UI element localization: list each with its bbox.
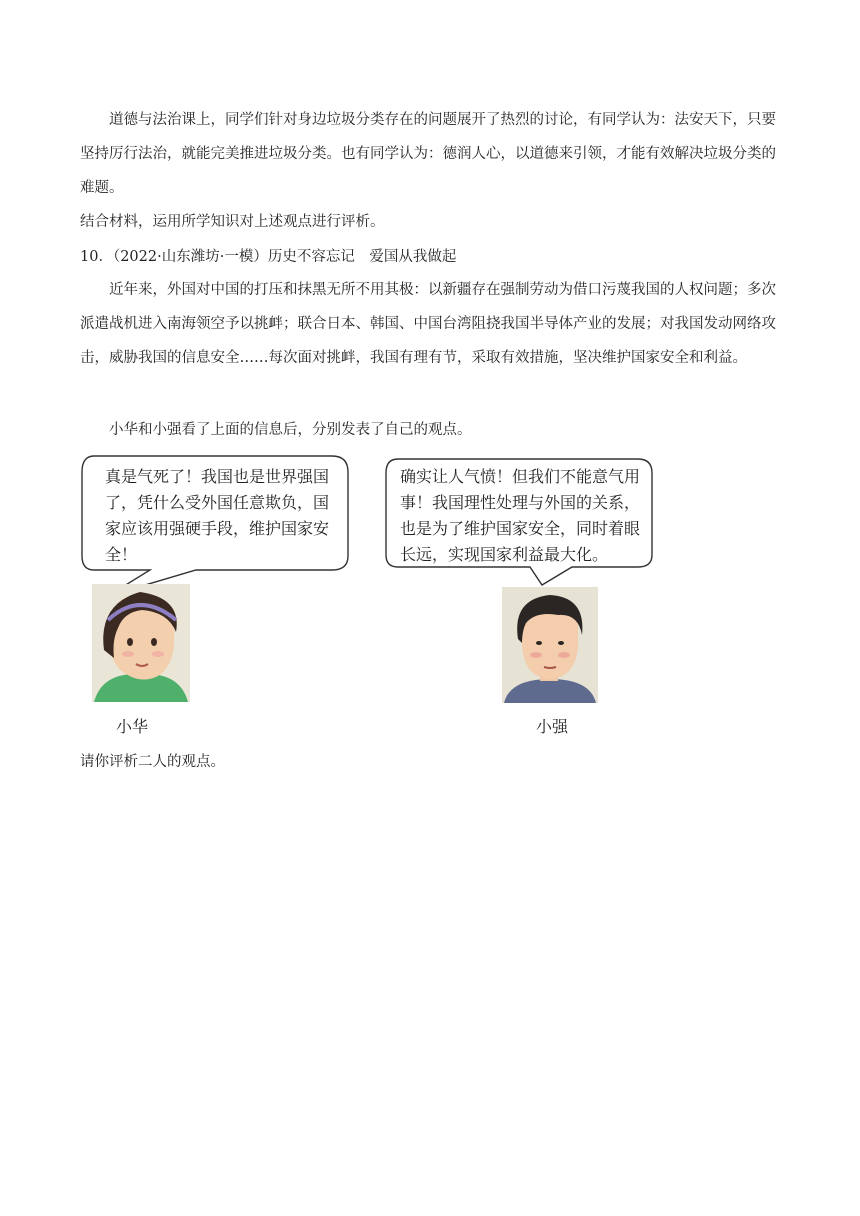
xiaoqiang-name: 小强 (536, 717, 569, 736)
question-10-material: 近年来，外国对中国的打压和抹黑无所不用其极：以新疆存在强制劳动为借口污蔑我国的人权问题；多次派遣战机进入南海领空予以挑衅；联合日本、韩国、中国台湾阻挠我国半导体产业的发展；对我国发动网络攻击，威胁我国的信息安全……每次面对挑衅，我国有理有节，采取有效措施，坚决维护国家安全和利益。 (80, 282, 776, 366)
xiaoqiang-portrait (502, 587, 598, 703)
material-paragraph: 道德与法治课上，同学们针对身边垃圾分类存在的问题展开了热烈的讨论，有同学认为：法安天下，只要坚持厉行法治，就能完美推进垃圾分类。也有同学认为：德润人心，以道德来引领，才能有效解决垃圾分类的难题。 (80, 112, 776, 196)
speech-text-xiaoqiang: 确实让人气愤！但我们不能意气用事！我国理性处理与外国的关系，也是为了维护国家安全，同时着眼长远，实现国家利益最大化。 (400, 467, 641, 564)
speech-text-xiaohua: 真是气死了！我国也是世界强国了，凭什么受外国任意欺负，国家应该用强硬手段，维护国家安全！ (105, 467, 330, 564)
question-10-header: 10．（2022·山东潍坊·一模）历史不容忘记 爱国从我做起 (80, 249, 457, 265)
question-10-task: 请你评析二人的观点。 (80, 754, 225, 770)
question-10-intro: 小华和小强看了上面的信息后，分别发表了自己的观点。 (109, 422, 472, 438)
question-instruction: 结合材料，运用所学知识对上述观点进行评析。 (80, 214, 385, 230)
xiaohua-name: 小华 (116, 717, 149, 736)
xiaohua-portrait (92, 584, 190, 702)
